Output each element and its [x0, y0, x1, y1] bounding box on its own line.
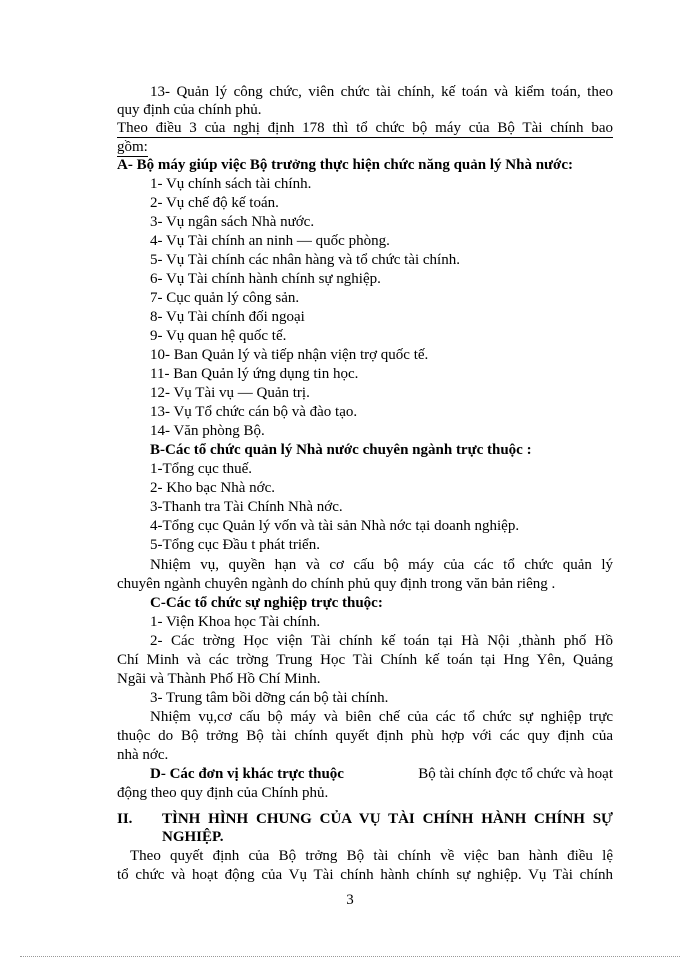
paragraph-line: động theo quy định của Chính phủ.	[117, 785, 329, 801]
list-item-continuation: Chí Minh và các trờng Trung Học Tài Chính kế toán tại Hng Yên, Quảng	[117, 652, 613, 668]
list-item: 2- Các trờng Học viện Tài chính kế toán tại Hà Nội ,thành phố Hồ	[150, 633, 613, 649]
paragraph-line: Nhiệm vụ,cơ cấu bộ máy và biên chế của các tổ chức sự nghiệp trực	[150, 709, 613, 725]
list-item: 2- Kho bạc Nhà nớc.	[150, 480, 275, 496]
page-bottom-divider	[20, 956, 680, 957]
list-item: 2- Vụ chế độ kế toán.	[150, 195, 279, 211]
list-item: 5-Tổng cục Đầu t phát triển.	[150, 537, 320, 553]
text-line: 13- Quản lý công chức, viên chức tài chính, kế toán và kiểm toán, theo	[150, 84, 613, 100]
list-item: 3- Vụ ngân sách Nhà nước.	[150, 214, 315, 230]
underlined-text-line: gồm:	[117, 139, 148, 155]
list-item: 10- Ban Quản lý và tiếp nhận viện trợ quốc tế.	[150, 347, 429, 363]
list-item: 14- Văn phòng Bộ.	[150, 423, 265, 439]
paragraph-line: Bộ tài chính đợc tổ chức và hoạt	[418, 766, 613, 782]
section-heading-ii-cont: NGHIỆP.	[162, 829, 224, 845]
list-item: 3-Thanh tra Tài Chính Nhà nớc.	[150, 499, 343, 515]
underlined-text-line: Theo điều 3 của nghị định 178 thì tổ chức bộ máy của Bộ Tài chính bao	[117, 120, 613, 136]
list-item: 4- Vụ Tài chính an ninh — quốc phòng.	[150, 233, 390, 249]
paragraph-line: Nhiệm vụ, quyền hạn và cơ cấu bộ máy của các tổ chức quản lý	[150, 557, 613, 573]
text-line: quy định của chính phủ.	[117, 102, 262, 118]
list-item: 1-Tổng cục thuế.	[150, 461, 253, 477]
list-item: 8- Vụ Tài chính đối ngoại	[150, 309, 305, 325]
section-heading-c: C-Các tổ chức sự nghiệp trực thuộc:	[150, 595, 383, 611]
list-item-continuation: Ngãi và Thành Phố Hồ Chí Minh.	[117, 671, 321, 687]
section-heading-b: B-Các tổ chức quản lý Nhà nước chuyên ngành trực thuộc :	[150, 442, 532, 458]
list-item: 12- Vụ Tài vụ — Quản trị.	[150, 385, 310, 401]
section-heading-a: A- Bộ máy giúp việc Bộ trưởng thực hiện chức năng quản lý Nhà nước:	[117, 157, 573, 173]
list-item: 6- Vụ Tài chính hành chính sự nghiệp.	[150, 271, 381, 287]
list-item: 1- Vụ chính sách tài chính.	[150, 176, 312, 192]
section-heading-ii: TÌNH HÌNH CHUNG CỦA VỤ TÀI CHÍNH HÀNH CHÍNH SỰ	[162, 811, 613, 827]
list-item: 1- Viện Khoa học Tài chính.	[150, 614, 321, 630]
list-item: 13- Vụ Tổ chức cán bộ và đào tạo.	[150, 404, 358, 420]
paragraph-line: chuyên ngành chuyên ngành do chính phủ quy định trong văn bản riêng .	[117, 576, 556, 592]
page-number: 3	[346, 892, 354, 908]
paragraph-line: thuộc do Bộ trởng Bộ tài chính quyết định phù hợp với các quy định của	[117, 728, 613, 744]
list-item: 11- Ban Quản lý ứng dụng tin học.	[150, 366, 359, 382]
paragraph-line: Theo quyết định của Bộ trởng Bộ tài chính về việc ban hành điều lệ	[130, 848, 613, 864]
paragraph-line: tổ chức và hoạt động của Vụ Tài chính hành chính sự nghiệp. Vụ Tài chính	[117, 867, 613, 883]
list-item: 7- Cục quản lý công sản.	[150, 290, 300, 306]
section-number: II.	[117, 811, 133, 827]
list-item: 5- Vụ Tài chính các nhân hàng và tổ chức tài chính.	[150, 252, 460, 268]
paragraph-line: nhà nớc.	[117, 747, 169, 763]
list-item: 4-Tổng cục Quản lý vốn và tài sản Nhà nớc tại doanh nghiệp.	[150, 518, 520, 534]
section-heading-d: D- Các đơn vị khác trực thuộc	[150, 766, 344, 782]
list-item: 3- Trung tâm bồi dỡng cán bộ tài chính.	[150, 690, 389, 706]
list-item: 9- Vụ quan hệ quốc tế.	[150, 328, 287, 344]
